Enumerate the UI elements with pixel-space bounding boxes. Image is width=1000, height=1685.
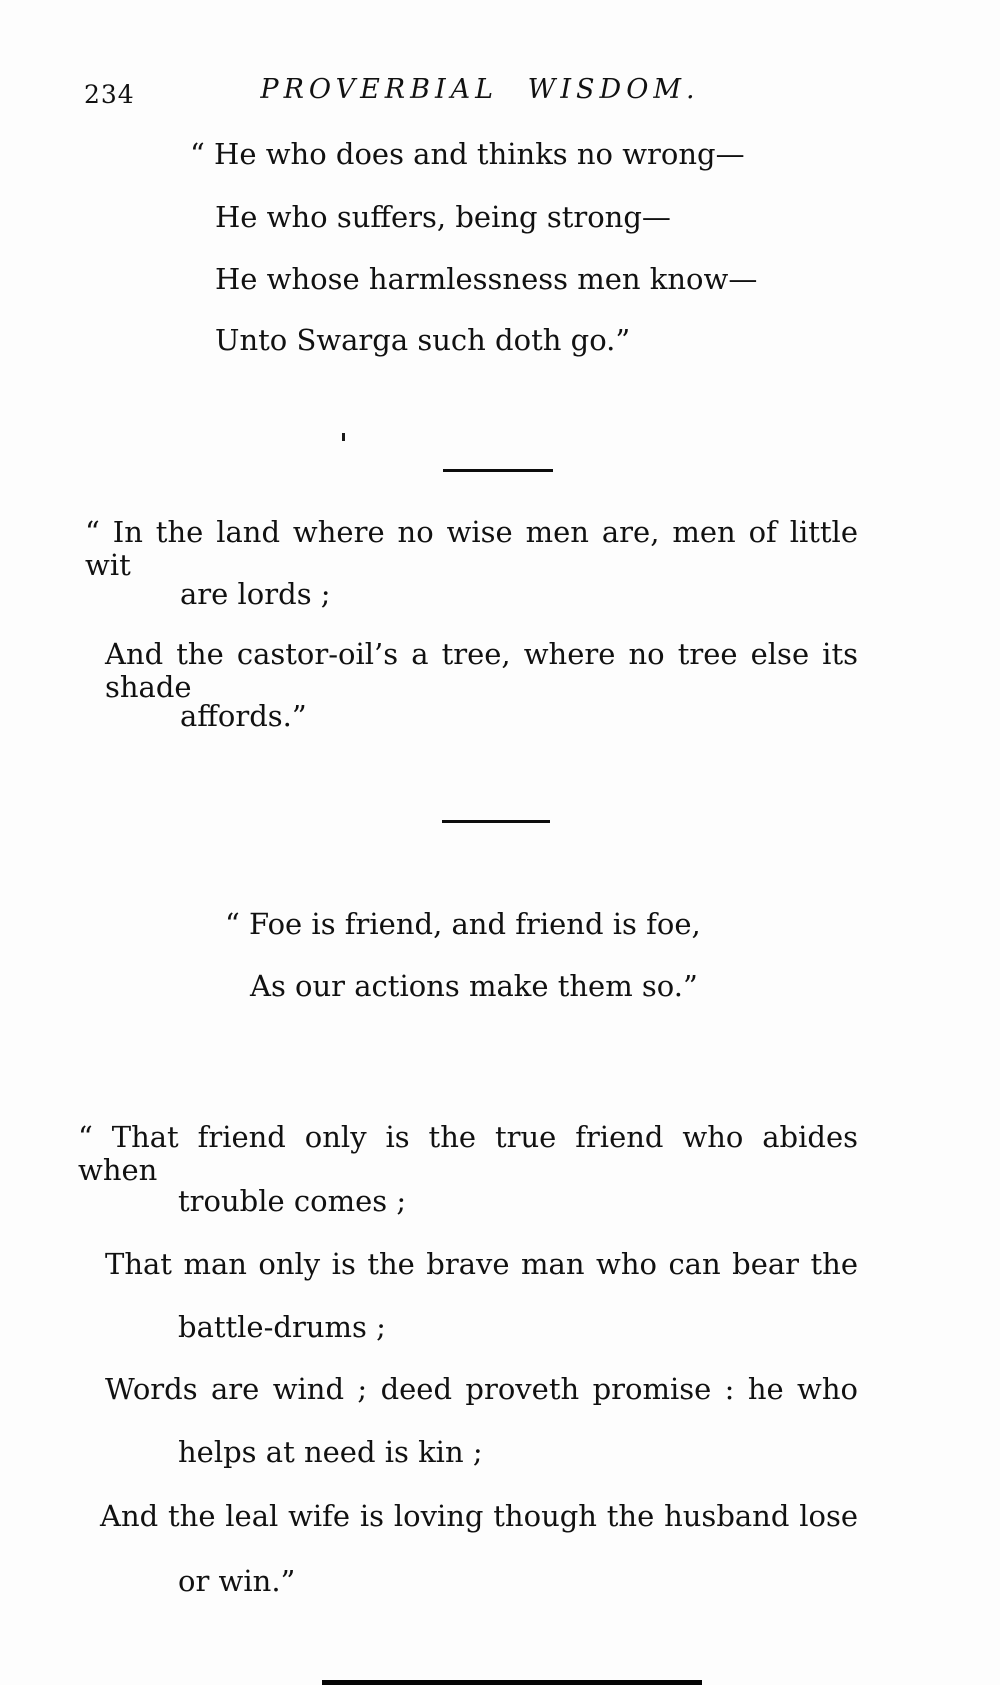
- verse-line: “ Foe is friend, and friend is foe,: [225, 907, 701, 941]
- section-divider: [443, 469, 553, 472]
- verse-line: or win.”: [178, 1564, 296, 1598]
- verse-line: “ In the land where no wise men are, men of little wit: [85, 515, 858, 583]
- verse-line: trouble comes ;: [178, 1184, 407, 1218]
- ink-speck: [342, 433, 345, 441]
- verse-line: He whose harmlessness men know—: [215, 262, 758, 296]
- verse-line: That man only is the brave man who can bear the: [105, 1247, 858, 1281]
- page-number: 234: [84, 80, 135, 109]
- verse-line: “ That friend only is the true friend who abides when: [78, 1120, 858, 1188]
- verse-line: Unto Swarga such doth go.”: [215, 323, 631, 357]
- verse-line: Words are wind ; deed proveth promise : he who: [105, 1372, 858, 1406]
- section-divider: [442, 820, 550, 823]
- verse-line: As our actions make them so.”: [250, 969, 698, 1003]
- running-header-title: PROVERBIAL WISDOM.: [260, 74, 700, 105]
- verse-line: are lords ;: [180, 577, 331, 611]
- verse-line: And the leal wife is loving though the husband lose: [100, 1499, 858, 1533]
- verse-line: And the castor-oil’s a tree, where no tree else its shade: [105, 637, 858, 705]
- verse-line: He who suffers, being strong—: [215, 200, 671, 234]
- verse-line: helps at need is kin ;: [178, 1435, 483, 1469]
- verse-line: battle-drums ;: [178, 1310, 386, 1344]
- verse-line: “ He who does and thinks no wrong—: [190, 137, 745, 171]
- verse-line: affords.”: [180, 699, 307, 733]
- scan-edge-artifact: [322, 1680, 702, 1685]
